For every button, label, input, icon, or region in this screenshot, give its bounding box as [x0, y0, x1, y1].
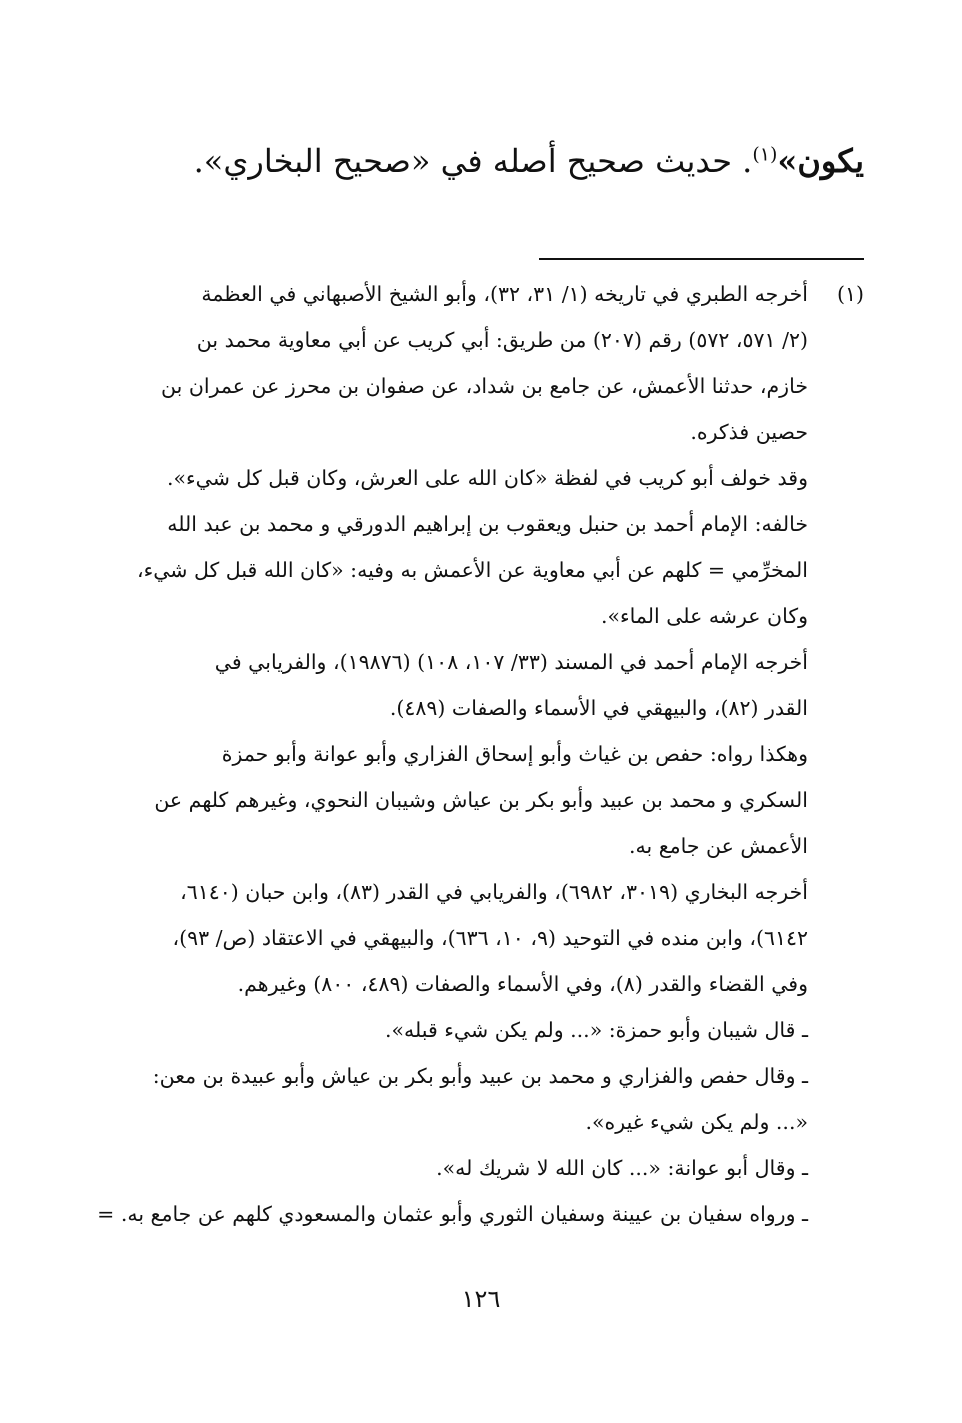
footnote-line: أخرجه الإمام أحمد في المسند (٣٣/ ١٠٧، ١٠٨) (١٩٨٧٦)، والفريابي في	[214, 650, 808, 674]
footnote-line: الأعمش عن جامع به.	[628, 834, 808, 858]
footnote-line: ٦١٤٢)، وابن منده في التوحيد (٩، ١٠، ٦٣٦)، والبيهقي في الاعتقاد (ص/ ٩٣)،	[172, 926, 808, 950]
footnote-line: خازم، حدثنا الأعمش، عن جامع بن شداد، عن صفوان بن محرز عن عمران بن	[161, 374, 808, 398]
footnote-line: وفي القضاء والقدر (٨)، وفي الأسماء والصفات (٤٨٩، ٨٠٠) وغيرهم.	[237, 972, 808, 996]
footnote-reference[interactable]: (١)	[752, 143, 778, 166]
page-number: ١٢٦	[461, 1285, 501, 1313]
footnote-line	[96, 271, 864, 317]
footnote-block	[96, 271, 864, 1237]
footnote-line: السكري و محمد بن عبيد وأبو بكر بن عياش وشيبان النحوي، وغيرهم كلهم عن	[154, 788, 808, 812]
footnote-line: ـ ورواه سفيان بن عيينة وسفيان الثوري وأبو عثمان والمسعودي كلهم عن جامع به. =	[97, 1202, 808, 1226]
footnote-line: وكان عرشه على الماء».	[600, 604, 808, 628]
footnote-line: ـ قال شيبان وأبو حمزة: «... ولم يكن شيء قبله».	[384, 1018, 808, 1042]
footnote-number: (١)	[836, 282, 864, 306]
footnote-line: وهكذا رواه: حفص بن غياث وأبو إسحاق الفزاري وأبو عوانة وأبو حمزة	[221, 742, 808, 766]
footnote-line: خالفه: الإمام أحمد بن حنبل ويعقوب بن إبراهيم الدورقي و محمد بن عبد الله	[167, 512, 808, 536]
footnote-line: ـ وقال أبو عوانة: «... كان الله لا شريك له».	[436, 1156, 808, 1180]
main-first-word: يكون»	[777, 142, 864, 180]
footnote-line: وقد خولف أبو كريب في لفظة «كان الله على العرش، وكان قبل كل شيء».	[166, 466, 808, 490]
footnote-line: ـ وقال حفص والفزاري و محمد بن عبيد وأبو بكر بن عياش وأبو عبيدة بن معن:	[152, 1064, 808, 1088]
footnote-line: المخرِّمي = كلهم عن أبي معاوية عن الأعمش به وفيه: «كان الله قبل كل شيء،	[136, 558, 808, 582]
main-text-line	[84, 133, 864, 189]
footnote-line: القدر (٨٢)، والبيهقي في الأسماء والصفات (٤٨٩).	[389, 696, 808, 720]
main-text: . حديث صحيح أصله في «صحيح البخاري».	[193, 142, 753, 180]
footnote-line: «... ولم يكن شيء غيره».	[585, 1110, 808, 1134]
footnote-line: أخرجه البخاري (٣٠١٩، ٦٩٨٢)، والفريابي في القدر (٨٣)، وابن حبان (٦١٤٠،	[180, 880, 808, 904]
footnote-line: (٢/ ٥٧١، ٥٧٢) رقم (٢٠٧) من طريق: أبي كريب عن أبي معاوية محمد بن	[196, 328, 808, 352]
footnote-separator	[539, 258, 864, 260]
footnote-line: حصين فذكره.	[690, 420, 808, 444]
footnote-line-text: أخرجه الطبري في تاريخه (١/ ٣١، ٣٢)، وأبو الشيخ الأصبهاني في العظمة	[201, 282, 808, 306]
